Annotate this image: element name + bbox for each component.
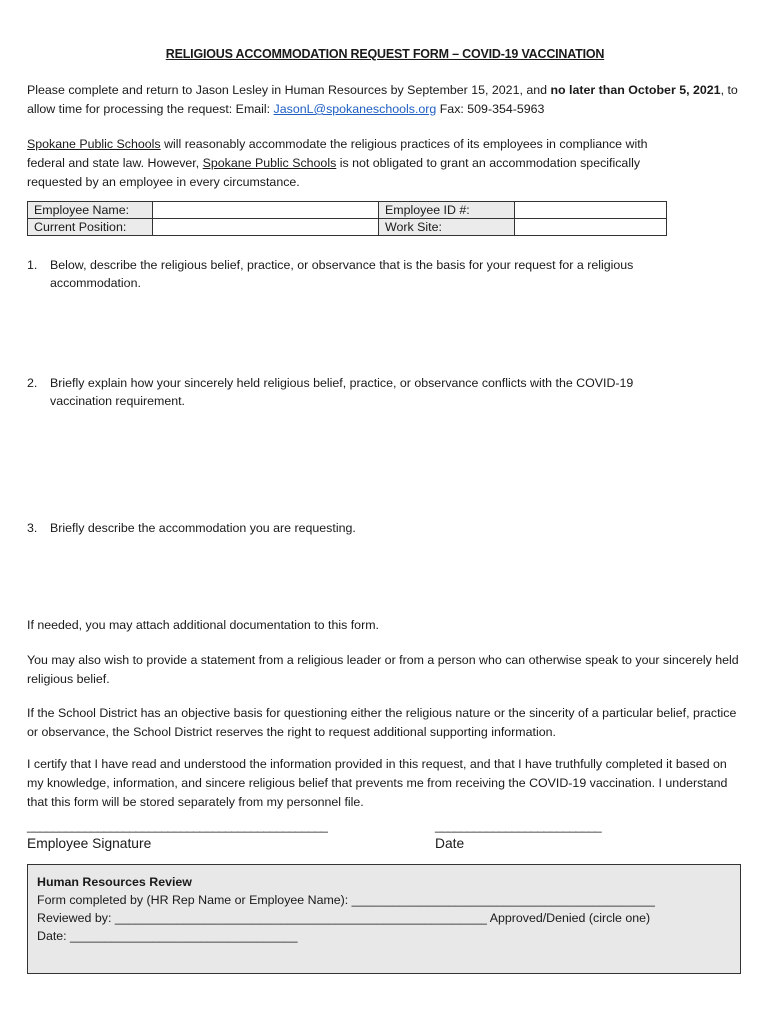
deadline-text: no later than October 5, 2021 xyxy=(550,83,721,97)
intro-text-2: , to allow time for processing the request: Email: xyxy=(27,83,738,116)
question-number: 2. xyxy=(27,376,38,390)
policy-paragraph xyxy=(27,135,677,192)
policy-text-2: is not obligated to grant an accommodation specifically requested by an employee in every circumstance. xyxy=(27,156,641,189)
date-line[interactable]: __________________________ xyxy=(435,819,602,833)
form-title: RELIGIOUS ACCOMMODATION REQUEST FORM – COVID-19 VACCINATION xyxy=(165,47,605,61)
policy-text-1: will reasonably accommodate the religious practices of its employees in compliance with federal and state law. However, xyxy=(27,137,648,170)
table-row xyxy=(28,219,667,236)
question-text: Briefly explain how your sincerely held religious belief, practice, or observance conflicts with the COVID-19 vaccination requirement. xyxy=(50,376,634,408)
question-text: Below, describe the religious belief, practice, or observance that is the basis for your request for a religious accommodation. xyxy=(50,258,634,290)
work-site-field[interactable] xyxy=(515,219,667,236)
answer-area-3[interactable] xyxy=(50,541,710,611)
hr-date[interactable]: Date: _________________________________ xyxy=(37,929,298,943)
verification-note: If the School District has an objective basis for questioning either the religious nature or the sincerity of a particular belief, practice or observance, the School District reserves the right to request additional supporting information. xyxy=(27,706,737,739)
date-label: Date xyxy=(435,836,465,851)
employee-name-label: Employee Name: xyxy=(28,202,153,219)
intro-text-1: Please complete and return to Jason Lesley in Human Resources by September 15, 2021, and xyxy=(27,83,551,97)
certification-statement: I certify that I have read and understood the information provided in this request, and that I have truthfully completed it based on my knowledge, information, and sincere religious belief that prevents me from receiving the COVID-19 vaccination. I understand that this form will be stored separately from my personnel file. xyxy=(27,757,728,809)
hr-completed-by[interactable]: Form completed by (HR Rep Name or Employee Name): ____________________________________________ xyxy=(37,893,655,907)
employee-name-field[interactable] xyxy=(153,202,379,219)
employee-id-label: Employee ID #: xyxy=(379,202,515,219)
answer-area-2[interactable] xyxy=(50,414,710,509)
org-name-2: Spokane Public Schools xyxy=(202,156,337,170)
employee-info-table xyxy=(27,201,667,236)
statement-note: You may also wish to provide a statement from a religious leader or from a person who can otherwise speak to your sincerely held religious belief. xyxy=(27,653,739,686)
hr-reviewed-by[interactable]: Reviewed by: ______________________________________________________ Approved/Denied (circle one) xyxy=(37,911,651,925)
attach-note: If needed, you may attach additional documentation to this form. xyxy=(27,618,379,632)
current-position-field[interactable] xyxy=(153,219,379,236)
intro-paragraph xyxy=(27,81,745,119)
hr-review-box xyxy=(27,864,741,974)
answer-area-1[interactable] xyxy=(50,296,710,366)
question-text: Briefly describe the accommodation you are requesting. xyxy=(50,521,356,535)
current-position-label: Current Position: xyxy=(28,219,153,236)
employee-id-field[interactable] xyxy=(515,202,667,219)
question-number: 1. xyxy=(27,258,38,272)
org-name-1: Spokane Public Schools xyxy=(27,137,161,151)
hr-review-title: Human Resources Review xyxy=(37,875,192,889)
table-row xyxy=(28,202,667,219)
fax-text: Fax: 509-354-5963 xyxy=(436,102,545,116)
signature-line[interactable]: _______________________________________________ xyxy=(27,819,328,833)
work-site-label: Work Site: xyxy=(379,219,515,236)
employee-signature-label: Employee Signature xyxy=(27,836,152,851)
email-link[interactable]: JasonL@spokaneschools.org xyxy=(273,102,437,116)
question-number: 3. xyxy=(27,521,38,535)
